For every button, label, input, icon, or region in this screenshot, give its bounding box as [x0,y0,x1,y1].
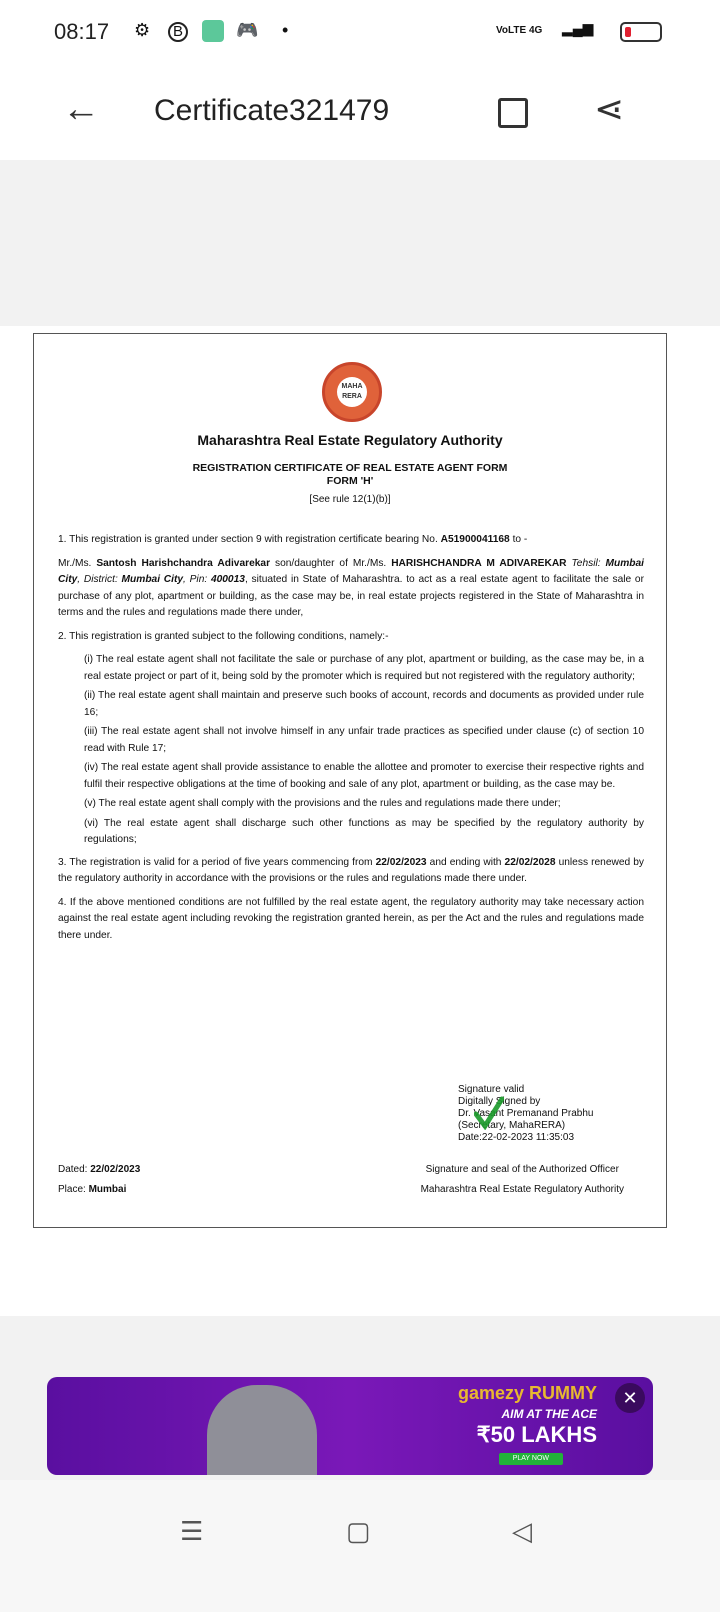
authorized-officer: Signature and seal of the Authorized Officer Maharashtra Real Estate Regulatory Authority [420,1164,624,1195]
clause-1: 1. This registration is granted under section 9 with registration certificate bearing No. A51900041168 to - [58,534,528,545]
page-title: Certificate321479 [154,94,390,127]
close-ad-icon[interactable]: ✕ [615,1383,645,1413]
home-icon[interactable]: ▢ [346,1516,371,1546]
conditions-list [58,652,644,849]
business-chat-icon: B [168,22,188,42]
recents-icon[interactable]: ☰ [180,1516,204,1546]
ad-image [207,1385,317,1475]
signal-icon: ▂▄▆ [562,20,594,36]
condition: (v) The real estate agent shall comply with the provisions and the rules and regulations made there under; [84,798,561,809]
clause-2: 2. This registration is granted subject to the following conditions, namely:- [58,630,389,642]
back-arrow-icon[interactable]: ← [62,88,100,130]
ad-brand: gamezy RUMMY [457,1383,597,1403]
edit-icon[interactable] [498,98,528,128]
ad-cta-button[interactable]: PLAY NOW [499,1453,563,1465]
ad-banner[interactable] [47,1377,653,1475]
clock: 08:17 [54,19,110,44]
status-bar [0,0,720,62]
app-notification-icon [202,20,224,42]
share-icon[interactable]: ⋖ [594,88,625,129]
certificate-heading: REGISTRATION CERTIFICATE OF REAL ESTATE AGENT FORM FORM 'H' [192,462,508,487]
dot-icon: • [282,20,289,40]
maharera-logo: MAHA RERA [322,362,382,422]
date-place: Dated: 22/02/2023 Place: Mumbai [58,1164,141,1195]
authority-title: Maharashtra Real Estate Regulatory Authority [197,432,503,448]
agent-details: Mr./Ms. Santosh Harishchandra Adivarekar son/daughter of Mr./Ms. HARISHCHANDRA M ADIVAREKAR Tehsil: Mumbai City, District: Mumbai City, Pin: 400013, situated in State of Maharashtra. to act as a real estate agent to facilitate the sale or purchase of any plot, apartment or building, as the case may be, in real estate projects registered in the State of Maharashtra in terms and the rules and regulations made there under, [58,557,645,618]
certificate-body [58,532,644,951]
condition: (vi) The real estate agent shall discharge such other functions as may be specified by the regulatory authority by regulations; [84,817,644,845]
clause-3: 3. The registration is valid for a period of five years commencing from 22/02/2023 and ending with 22/02/2028 unless renewed by the regulatory authority in accordance with the provisions or the rules and regulations made there under. [58,856,644,884]
app-bar [0,62,720,160]
condition: (ii) The real estate agent shall maintain and preserve such books of account, records and documents as provided under rule 16; [84,690,644,718]
certificate [33,333,667,1228]
navigation-bar [0,1480,720,1612]
condition: (i) The real estate agent shall not facilitate the sale or purchase of any plot, apartment or building, as the case may be, in a real estate project or part of it, being sold by the promoter which is required but not registered with the regulatory authority; [84,654,644,682]
checkmark-icon [474,1096,504,1130]
pdf-page [0,326,720,1316]
gamepad-icon: 🎮 [236,20,259,40]
digital-signature: Signature valid Digitally Signed by Dr. Vasant Premanand Prabhu (Secretary, MahaRERA) Date:22-02-2023 11:35:03 [458,1084,594,1143]
network-label: VoLTE 4G [496,25,543,36]
ad-tagline: AIM AT THE ACE [501,1407,597,1421]
clause-4: 4. If the above mentioned conditions are not fulfilled by the real estate agent, the regulatory authority may take necessary action against the real estate agent including revoking the registration granted herein, as per the Act and the rules and regulations made there under. [58,896,644,941]
ad-amount: ₹50 LAKHS [476,1422,597,1447]
condition: (iv) The real estate agent shall provide assistance to enable the allottee and promoter to exercise their respective rights and fulfil their respective obligations at the time of booking and sale of any plot, apartment or building, as the case may be. [84,762,644,790]
condition: (iii) The real estate agent shall not involve himself in any unfair trade practices as specified under clause (c) of section 10 read with Rule 17; [84,726,644,754]
battery-icon [620,22,662,42]
back-icon[interactable]: ◁ [512,1516,532,1546]
rule-reference: [See rule 12(1)(b)] [309,494,391,505]
settings-icon: ⚙ [134,20,151,40]
